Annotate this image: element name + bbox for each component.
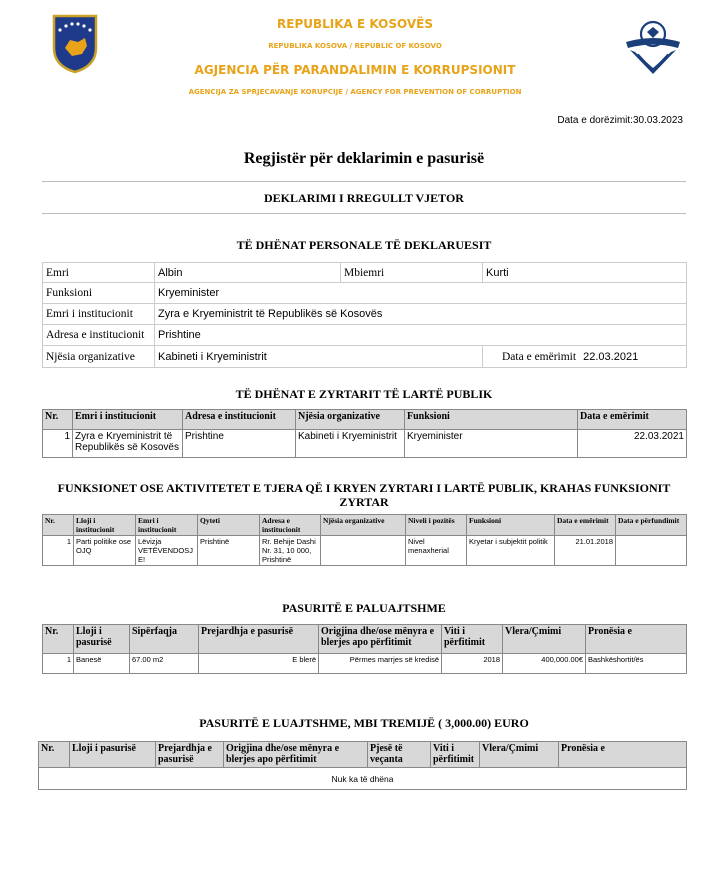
col-header: Prejardhja e pasurisë	[156, 742, 224, 768]
movable-assets-table	[38, 741, 687, 790]
col-header: Data e emërimit	[555, 515, 616, 536]
header-line-agency-translations: AGENCIJA ZA SPRJECAVANJE KORUPCIJE / AGENCY FOR PREVENTION OF CORRUPTION	[188, 88, 522, 96]
official-table	[42, 409, 687, 458]
col-header: Adresa e institucionit	[183, 410, 296, 430]
label-mbiemri: Mbiemri	[341, 263, 483, 283]
cell-data: 21.01.2018	[555, 536, 616, 566]
header-line-agency: AGJENCIA PËR PARANDALIMIN E KORRUPSIONIT	[194, 63, 516, 77]
document-title: Regjistër për deklarimin e pasurisë	[243, 150, 485, 167]
col-header: Niveli i pozitës	[406, 515, 467, 536]
label-njesia: Njësia organizative	[43, 346, 155, 368]
label-institucioni: Emri i institucionit	[43, 304, 155, 325]
col-header: Adresa e institucionit	[260, 515, 321, 536]
section-title-movable: PASURITË E LUAJTSHME, MBI TREMIJË ( 3,000.00) EURO	[199, 716, 529, 730]
col-header: Lloji i pasurisë	[70, 742, 156, 768]
col-header: Lloji i institucionit	[74, 515, 136, 536]
cell-vlera: 400,000.00€	[503, 654, 586, 674]
col-header: Data e përfundimit	[616, 515, 687, 536]
value-mbiemri: Kurti	[483, 263, 687, 283]
col-header: Njësia organizative	[296, 410, 405, 430]
col-header: Origjina dhe/ose mënyra e blerjes apo përfitimit	[319, 625, 442, 654]
value-njesia: Kabineti i Kryeministrit	[155, 346, 483, 368]
col-header: Pronësia e	[559, 742, 687, 768]
divider	[42, 213, 686, 214]
table-row	[43, 430, 687, 458]
date-submitted: Data e dorëzimit:30.03.2023	[557, 115, 683, 126]
value-funksioni: Kryeminister	[155, 283, 687, 304]
col-header: Emri i institucionit	[136, 515, 198, 536]
section-title-immovable: PASURITË E PALUAJTSHME	[282, 601, 446, 615]
value-adresa: Prishtine	[155, 325, 687, 346]
section-title-personal: TË DHËNAT PERSONALE TË DEKLARUESIT	[236, 238, 492, 252]
cell-adresa: Prishtine	[183, 430, 296, 458]
cell-qyteti: Prishtinë	[198, 536, 260, 566]
table-row	[39, 768, 687, 790]
label-adresa: Adresa e institucionit	[43, 325, 155, 346]
kosovo-coat-of-arms-logo	[52, 14, 98, 74]
col-header: Viti i përfitimit	[431, 742, 480, 768]
cell-siperfaqja: 67.00 m2	[130, 654, 199, 674]
col-header: Viti i përfitimit	[442, 625, 503, 654]
col-header: Sipërfaqja	[130, 625, 199, 654]
cell-funksioni: Kryeminister	[405, 430, 578, 458]
col-header: Nr.	[43, 625, 74, 654]
cell-emri: Lëvizja VETËVENDOSJ E!	[136, 536, 198, 566]
cell-niveli: Nivel menaxherial	[406, 536, 467, 566]
cell-prejardhja: E blerë	[199, 654, 319, 674]
cell-lloji: Parti politike ose OJQ	[74, 536, 136, 566]
section-title-other-functions: FUNKSIONET OSE AKTIVITETET E TJERA QË I KRYEN ZYRTARI I LARTË PUBLIK, KRAHAS FUNKSIONIT ZYRTAR	[57, 481, 671, 509]
col-header: Nr.	[39, 742, 70, 768]
col-header: Lloji i pasurisë	[74, 625, 130, 654]
label-funksioni: Funksioni	[43, 283, 155, 304]
cell-viti: 2018	[442, 654, 503, 674]
col-header: Funksioni	[467, 515, 555, 536]
cell-origjina: Përmes marrjes së kredisë	[319, 654, 442, 674]
other-functions-table	[42, 514, 687, 566]
cell-adresa: Rr. Behije Dashi Nr. 31, 10 000, Prishtinë	[260, 536, 321, 566]
value-emri: Albin	[155, 263, 341, 283]
value-data-emerimit: 22.03.2021	[583, 350, 639, 363]
section-title-official: TË DHËNAT E ZYRTARIT TË LARTË PUBLIK	[235, 387, 493, 401]
cell-nr: 1	[43, 430, 73, 458]
col-header: Nr.	[43, 410, 73, 430]
col-header: Data e emërimit	[578, 410, 687, 430]
table-row	[43, 654, 687, 674]
table-row	[43, 536, 687, 566]
cell-institucioni: Zyra e Kryeministrit të Republikës së Kosovës	[73, 430, 183, 458]
label-data-emerimit: Data e emërimit	[502, 350, 577, 363]
agency-anti-corruption-logo	[618, 14, 688, 80]
divider	[42, 181, 686, 182]
personal-data-table	[42, 262, 687, 368]
cell-data: 22.03.2021	[578, 430, 687, 458]
cell-nr: 1	[43, 654, 74, 674]
immovable-assets-table	[42, 624, 687, 674]
header-line-republic: REPUBLIKA E KOSOVËS	[277, 17, 433, 31]
col-header: Qyteti	[198, 515, 260, 536]
appointment-date-cell	[483, 346, 687, 368]
cell-njesia	[321, 536, 406, 566]
cell-lloji: Banesë	[74, 654, 130, 674]
cell-pronesia: Bashkëshortit/ës	[586, 654, 687, 674]
col-header: Njësia organizative	[321, 515, 406, 536]
document-subtitle: DEKLARIMI I RREGULLT VJETOR	[264, 191, 464, 205]
value-institucioni: Zyra e Kryeministrit të Republikës së Kosovës	[155, 304, 687, 325]
empty-message: Nuk ka të dhëna	[39, 768, 687, 790]
col-header: Emri i institucionit	[73, 410, 183, 430]
col-header: Origjina dhe/ose mënyra e blerjes apo përfitimit	[224, 742, 368, 768]
col-header: Funksioni	[405, 410, 578, 430]
col-header: Vlera/Çmimi	[480, 742, 559, 768]
label-emri: Emri	[43, 263, 155, 283]
col-header: Nr.	[43, 515, 74, 536]
cell-perfundimi	[616, 536, 687, 566]
col-header: Pronësia e	[586, 625, 687, 654]
cell-njesia: Kabineti i Kryeministrit	[296, 430, 405, 458]
col-header: Prejardhja e pasurisë	[199, 625, 319, 654]
col-header: Pjesë të veçanta	[368, 742, 431, 768]
cell-nr: 1	[43, 536, 74, 566]
header-line-republic-translations: REPUBLIKA KOSOVA / REPUBLIC OF KOSOVO	[268, 42, 442, 50]
col-header: Vlera/Çmimi	[503, 625, 586, 654]
cell-funksioni: Kryetar i subjektit politik	[467, 536, 555, 566]
